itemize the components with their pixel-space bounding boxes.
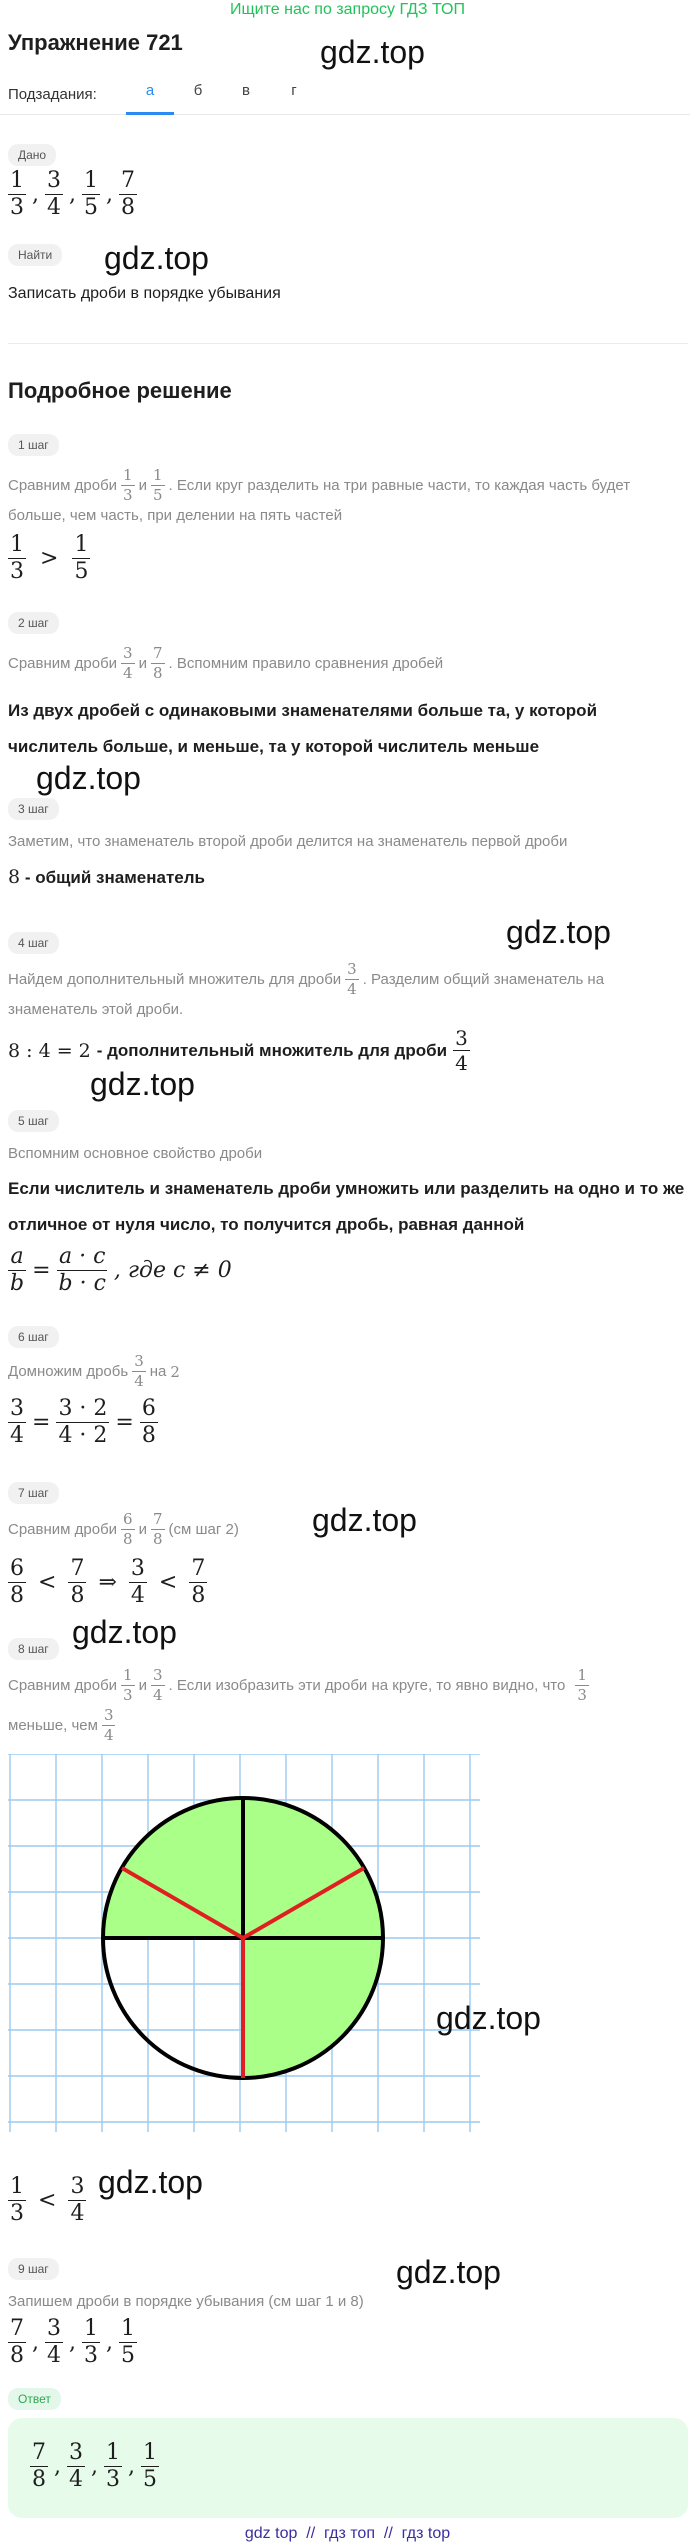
step4-text-cont: знаменатель этой дроби. [8, 1001, 184, 1018]
fraction: $\frac{1}{3}$ [10, 2174, 24, 2226]
step7-result: $\frac{6}{8}$ < $\frac{7}{8}$ ⇒ $\frac{3}{4}$ < $\frac{7}{8}$ [10, 1556, 206, 1608]
fraction: $\frac{a}{b}$ [10, 1244, 25, 1296]
step5-text: Вспомним основное свойство дроби [8, 1145, 263, 1162]
tab-b[interactable]: б [193, 82, 203, 99]
fraction: $\frac{7}{8}$ [191, 1556, 206, 1608]
watermark: gdz.top [320, 34, 425, 70]
fraction: $\frac{1}{3}$ [123, 1666, 133, 1704]
fraction: $\frac{7}{8}$ [152, 644, 163, 682]
tab-v[interactable]: в [242, 82, 250, 99]
step-pill: 3 шаг [8, 798, 59, 820]
page-title: Упражнение 721 [8, 30, 183, 55]
circle-diagram [8, 1754, 480, 2132]
watermark: gdz.top [98, 2164, 203, 2200]
fraction: $\frac{3}{4}$ [69, 2440, 83, 2492]
solution-heading: Подробное решение [8, 378, 232, 403]
given-pill: Дано [8, 144, 56, 166]
fraction: $\frac{1}{5}$ [143, 2440, 157, 2492]
step-pill: 6 шаг [8, 1326, 59, 1348]
step1-result: $\frac{1}{3}$ > $\frac{1}{5}$ [10, 532, 89, 584]
fraction: $\frac{3}{4}$ [455, 1026, 468, 1075]
fraction: $\frac{1}{5}$ [74, 532, 89, 584]
step3-result: 8 - общий знаменатель [8, 866, 206, 888]
fraction: $\frac{1}{5}$ [121, 2316, 135, 2368]
watermark: gdz.top [396, 2254, 501, 2290]
step-pill: 2 шаг [8, 612, 59, 634]
fraction: $\frac{1}{5}$ [84, 168, 98, 220]
step-pill: 8 шаг [8, 1638, 59, 1660]
watermark: gdz.top [312, 1502, 417, 1538]
watermark: gdz.top [436, 2000, 541, 2036]
fraction: $\frac{3}{4}$ [47, 2316, 61, 2368]
given-fractions: $\frac{1}{3}$ , $\frac{3}{4}$ , $\frac{1}{5}$ , $\frac{7}{8}$ [10, 168, 135, 220]
tab-g[interactable]: г [291, 82, 297, 99]
fraction: $\frac{3}{4}$ [347, 960, 357, 998]
fraction: $\frac{6}{8}$ [10, 1556, 24, 1608]
fraction: $\frac{a \cdot c}{b \cdot c}$ [58, 1244, 106, 1296]
watermark: gdz.top [104, 240, 209, 276]
watermark: gdz.top [506, 914, 611, 950]
fraction: $\frac{3}{4}$ [70, 2174, 85, 2226]
fraction: $\frac{3}{4}$ [123, 644, 133, 682]
step7-text: Сравним дроби $\frac{6}{8}$ и $\frac{7}{8}$ (см шаг 2) [8, 1510, 239, 1548]
step5-rule-1: Если числитель и знаменатель дроби умножить или разделить на одно и то же [8, 1179, 685, 1198]
fraction: $\frac{3}{4}$ [103, 1706, 114, 1744]
step8-text-cont: меньше, чем $\frac{3}{4}$ [8, 1706, 114, 1744]
fraction: $\frac{7}{8}$ [121, 168, 135, 220]
step6-text: Домножим дробь $\frac{3}{4}$ на 2 [8, 1352, 180, 1390]
watermark: gdz.top [72, 1614, 177, 1650]
step2-rule-1: Из двух дробей с одинаковыми знаменателями больше та, у которой [8, 701, 598, 720]
step2-rule-2: числитель больше, и меньше, та у которой числитель меньше [8, 737, 540, 756]
fraction: $\frac{1}{3}$ [577, 1666, 587, 1704]
step2-text: Сравним дроби $\frac{3}{4}$ и $\frac{7}{8}$ . Вспомним правило сравнения дробей [8, 644, 444, 682]
tab-a[interactable]: а [145, 82, 155, 99]
fraction: $\frac{7}{8}$ [152, 1510, 163, 1548]
answer-fractions: $\frac{7}{8}$ , $\frac{3}{4}$ , $\frac{1}{3}$ , $\frac{1}{5}$ [32, 2440, 157, 2492]
answer-pill: Ответ [8, 2388, 61, 2410]
step1-text: Сравним дроби $\frac{1}{3}$ и $\frac{1}{5}$ . Если круг разделить на три равные части, то каждая часть будет [8, 466, 631, 504]
active-tab-indicator [126, 112, 174, 115]
watermark: gdz.top [36, 760, 141, 796]
step6-result: $\frac{3}{4}$ = $\frac{3 \cdot 2}{4 \cdot 2}$ = $\frac{6}{8}$ [10, 1396, 156, 1448]
divider [8, 343, 688, 344]
step8-result: $\frac{1}{3}$ < $\frac{3}{4}$ [10, 2174, 85, 2226]
fraction: $\frac{1}{3}$ [106, 2440, 120, 2492]
search-hint-link[interactable]: Ищите нас по запросу ГДЗ ТОП [230, 1, 465, 18]
tabs-border [0, 114, 690, 115]
footer-links[interactable]: gdz top // гдз топ // гдз top [244, 2525, 451, 2542]
fraction: $\frac{7}{8}$ [10, 2316, 24, 2368]
step-pill: 7 шаг [8, 1482, 59, 1504]
step4-result: 8 : 4 = 2 - дополнительный множитель для дроби $\frac{3}{4}$ [8, 1026, 468, 1075]
fraction: $\frac{1}{3}$ [10, 532, 24, 584]
subtasks-label: Подзадания: [8, 86, 97, 103]
fraction: $\frac{7}{8}$ [70, 1556, 85, 1608]
fraction: $\frac{3}{4}$ [10, 1396, 24, 1448]
step-pill: 4 шаг [8, 932, 59, 954]
find-text: Записать дроби в порядке убывания [8, 285, 281, 302]
fraction: $\frac{1}{5}$ [152, 466, 163, 504]
fraction: $\frac{7}{8}$ [32, 2440, 46, 2492]
find-pill: Найти [8, 244, 62, 266]
fraction: $\frac{6}{8}$ [141, 1396, 156, 1448]
step5-rule-2: отличное от нуля число, то получится дробь, равная данной [8, 1215, 525, 1234]
step9-text: Запишем дроби в порядке убывания (см шаг 1 и 8) [8, 2293, 364, 2310]
step3-text: Заметим, что знаменатель второй дроби делится на знаменатель первой дроби [8, 833, 568, 850]
fraction: $\frac{3}{4}$ [130, 1556, 145, 1608]
fraction: $\frac{1}{3}$ [10, 168, 24, 220]
step9-result: $\frac{7}{8}$ , $\frac{3}{4}$ , $\frac{1}{3}$ , $\frac{1}{5}$ [10, 2316, 135, 2368]
step8-text: Сравним дроби $\frac{1}{3}$ и $\frac{3}{4}$ . Если изобразить эти дроби на круге, то явно видно, что $\frac{1}{3}$ [8, 1666, 587, 1704]
step4-text: Найдем дополнительный множитель для дроби $\frac{3}{4}$ . Разделим общий знаменатель на [8, 960, 605, 998]
fraction: $\frac{3}{4}$ [152, 1666, 163, 1704]
step-pill: 1 шаг [8, 434, 59, 456]
fraction: $\frac{6}{8}$ [123, 1510, 133, 1548]
watermark: gdz.top [90, 1066, 195, 1102]
fraction: $\frac{3}{4}$ [47, 168, 61, 220]
step1-text-cont: больше, чем часть, при делении на пять частей [8, 507, 343, 524]
fraction: $\frac{1}{3}$ [84, 2316, 98, 2368]
step-pill: 9 шаг [8, 2258, 59, 2280]
fraction: $\frac{1}{3}$ [123, 466, 133, 504]
step5-formula: $\frac{a}{b}$ = $\frac{a \cdot c}{b \cdot c}$ , где c ≠ 0 [10, 1244, 232, 1296]
fraction: $\frac{3}{4}$ [134, 1352, 144, 1390]
step-pill: 5 шаг [8, 1110, 59, 1132]
fraction: $\frac{3 \cdot 2}{4 \cdot 2}$ [58, 1396, 108, 1448]
